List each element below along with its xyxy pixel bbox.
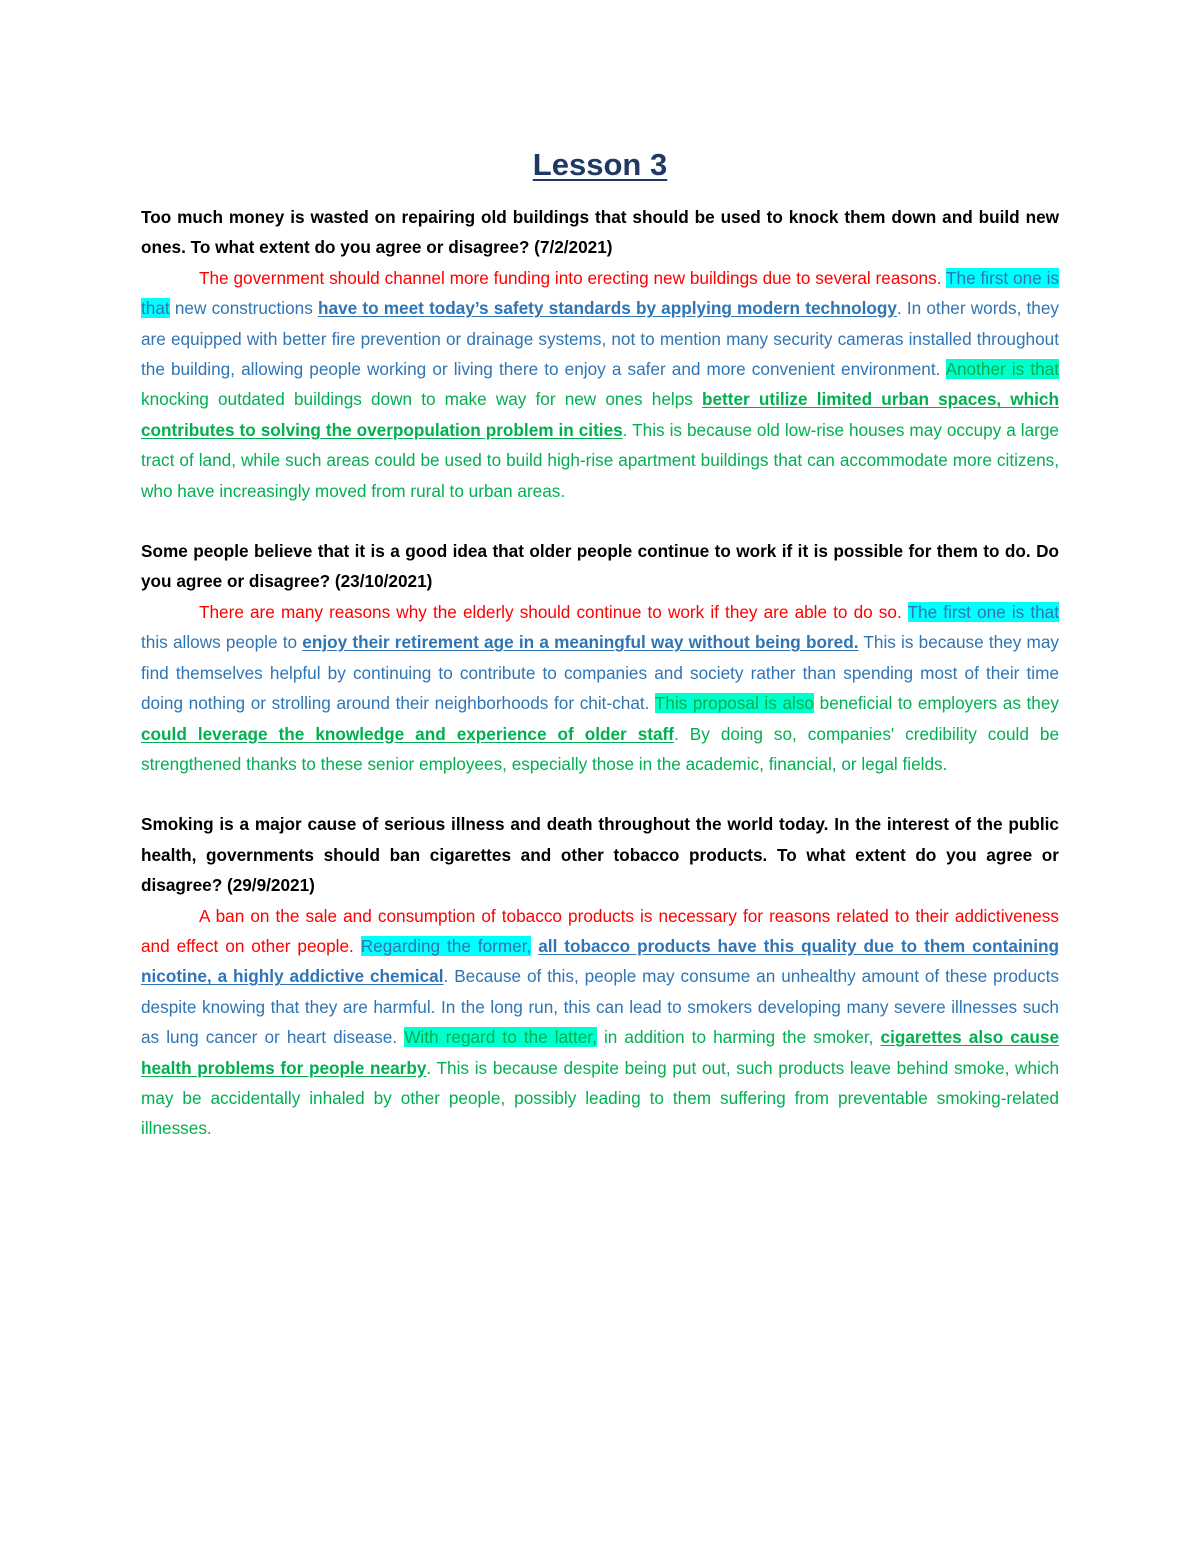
point-one-key: have to meet today’s safety standards by applying modern technology: [318, 298, 897, 319]
essay-section: [141, 536, 1059, 779]
topic-sentence: There are many reasons why the elderly should continue to work if they are able to do so.: [199, 601, 902, 622]
point-one-support: . In other words, they are equipped with better fire prevention or drainage systems, not to mention many security cameras installed throughout the building, allowing people working or living there to enjoy a safer and more convenient environment.: [141, 298, 1060, 380]
point-one-lead: new constructions: [174, 298, 313, 319]
signpost-second: Another is that: [945, 359, 1059, 380]
essay-paragraph: [141, 263, 1059, 506]
point-two-key: could leverage the knowledge and experience of older staff: [141, 723, 675, 744]
essay-prompt: Some people believe that it is a good idea that older people continue to work if it is possible for them to do. Do you agree or disagree? (23/10/2021): [141, 541, 1059, 592]
signpost-first: The first one is that: [141, 267, 1059, 319]
essay-section: [141, 202, 1059, 506]
topic-sentence: A ban on the sale and consumption of tobacco products is necessary for reasons related to their addictiveness and effect on other people.: [141, 905, 1059, 956]
topic-sentence: The government should channel more funding into erecting new buildings due to several reasons.: [199, 267, 942, 288]
point-one-key: all tobacco products have this quality due to them containing nicotine, a highly addictive chemical: [141, 935, 1059, 987]
signpost-first: Regarding the former,: [360, 935, 532, 956]
point-two-support: . This is because old low-rise houses may occupy a large tract of land, while such areas could be used to build high-rise apartment buildings that can accommodate more citizens, who have increasingly moved from rural to urban areas.: [141, 419, 1059, 501]
essay-section: [141, 809, 1059, 1143]
point-two-support: . By doing so, companies' credibility could be strengthened thanks to these senior employees, especially those in the academic, financial, or legal fields.: [141, 723, 1060, 774]
signpost-first: The first one is that: [907, 601, 1060, 622]
point-two-lead: beneficial to employers as they: [819, 693, 1060, 714]
point-one-key: enjoy their retirement age in a meaningful way without being bored.: [302, 632, 859, 653]
signpost-second: This proposal is also: [654, 693, 814, 714]
point-two-lead: in addition to harming the smoker,: [603, 1027, 874, 1048]
point-two-key: better utilize limited urban spaces, which contributes to solving the overpopulation problem in cities: [141, 389, 1059, 440]
point-one-lead: this allows people to: [141, 632, 298, 653]
page-title: Lesson 3: [532, 147, 668, 182]
point-one-support: This is because they may find themselves helpful by continuing to contribute to companies and society rather than spending most of their time doing nothing or strolling around their neighborhoods for chit-chat.: [141, 632, 1060, 714]
signpost-second: With regard to the latter,: [404, 1027, 597, 1048]
point-two-support: . This is because despite being put out, such products leave behind smoke, which may be accidentally inhaled by other people, possibly leading to them suffering from preventable smoking-related illnesses.: [141, 1057, 1059, 1139]
essay-paragraph: [141, 597, 1059, 779]
essay-prompt: Too much money is wasted on repairing old buildings that should be used to knock them down and build new ones. To what extent do you agree or disagree? (7/2/2021): [141, 207, 1059, 258]
point-two-key: cigarettes also cause health problems for people nearby: [141, 1027, 1060, 1078]
essay-paragraph: [141, 901, 1059, 1144]
point-one-support: . Because of this, people may consume an unhealthy amount of these products despite knowing that they are harmful. In the long run, this can lead to smokers developing many severe illnesses such as lung cancer or heart disease.: [141, 966, 1059, 1048]
essay-prompt: Smoking is a major cause of serious illness and death throughout the world today. In the interest of the public health, governments should ban cigarettes and other tobacco products. To what extent do you agree or disagree? (29/9/2021): [141, 814, 1059, 896]
point-two-lead: knocking outdated buildings down to make way for new ones helps: [141, 389, 693, 410]
